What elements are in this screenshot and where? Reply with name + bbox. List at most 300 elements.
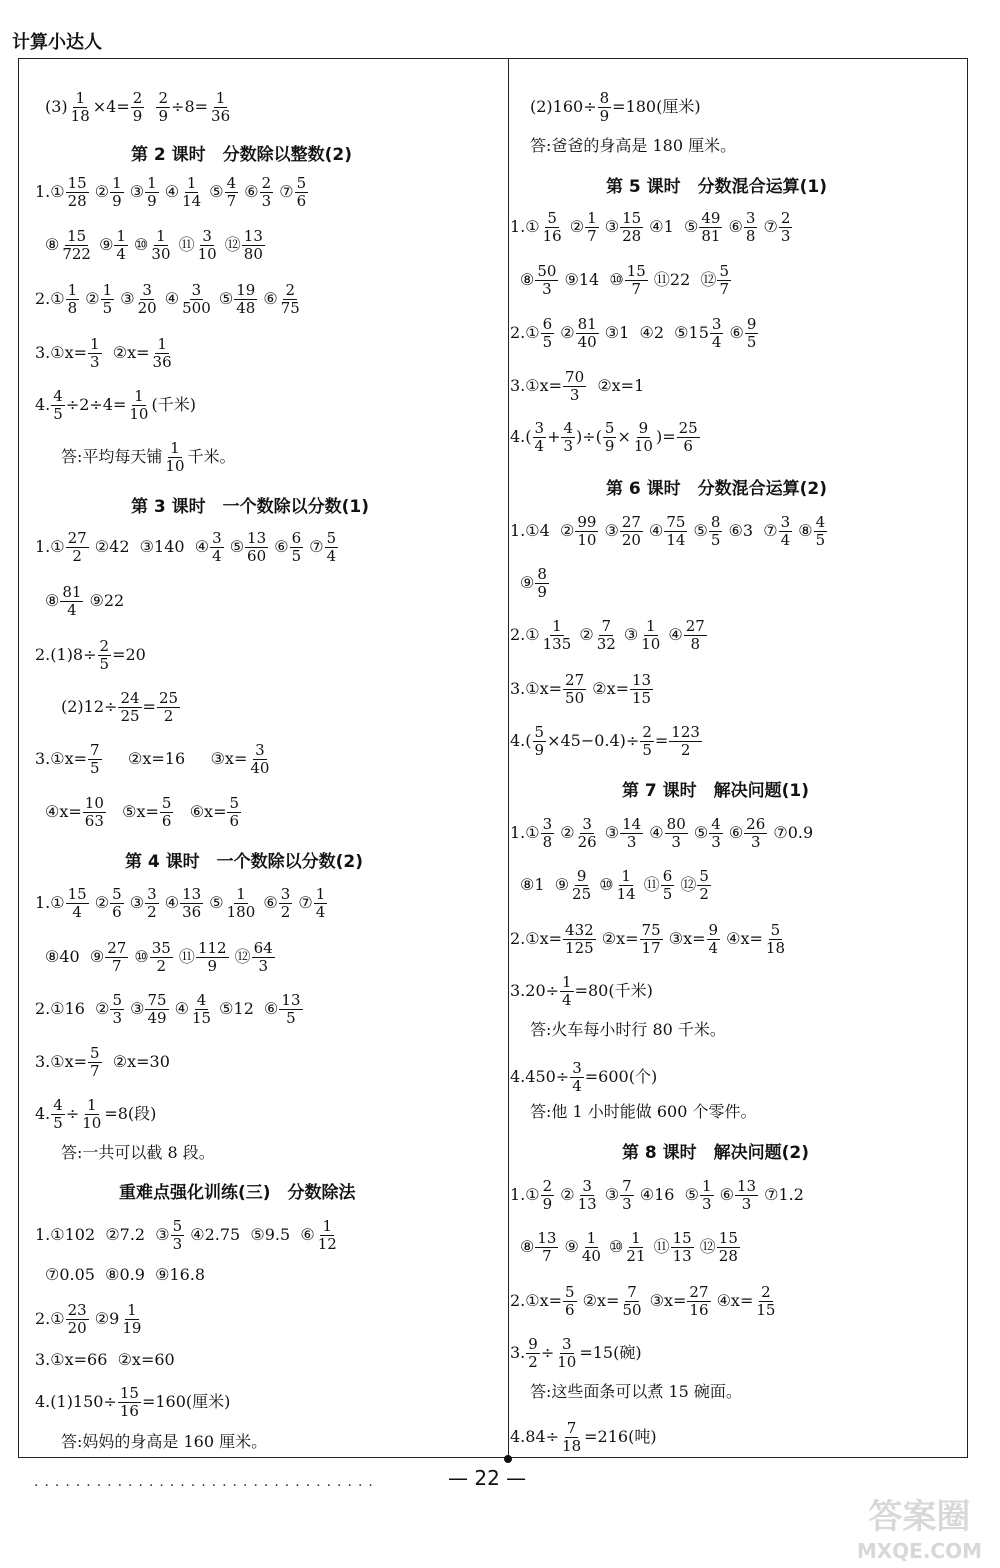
text-segment: ③x= <box>663 929 706 948</box>
fraction-numerator: 1 <box>90 335 100 353</box>
text-segment: 3.①x=66 ②x=60 <box>35 1350 175 1369</box>
fraction-numerator: 2 <box>761 1283 771 1301</box>
fraction-numerator: 2 <box>99 637 110 655</box>
fraction-numerator: 3 <box>212 529 222 547</box>
fraction <box>88 742 102 777</box>
fraction <box>684 618 707 653</box>
fraction-denominator: 5 <box>102 299 113 317</box>
answer-line <box>35 992 304 1027</box>
fraction-numerator: 81 <box>62 583 82 601</box>
fraction-denominator: 5 <box>99 655 110 673</box>
fraction-denominator: 135 <box>542 635 572 653</box>
fraction-denominator: 17 <box>641 939 661 957</box>
fraction <box>245 530 268 565</box>
fraction <box>248 742 271 777</box>
fraction-numerator: 3 <box>255 741 265 759</box>
fraction-denominator: 8 <box>745 227 756 245</box>
text-segment: ③ <box>599 217 620 236</box>
divider-dot <box>504 1455 512 1463</box>
fraction-denominator: 32 <box>596 635 616 653</box>
text-segment: (2)12÷ <box>61 697 118 716</box>
text-segment: ⑨ <box>559 1237 579 1256</box>
text-segment: 千米。 <box>187 447 236 466</box>
text-segment: 4.(1)150÷ <box>35 1392 117 1411</box>
text-segment: 1.①102 ②7.2 ③ <box>35 1225 170 1244</box>
section-title: 第 8 课时 解决问题(2) <box>622 1143 810 1163</box>
fraction-denominator: 9 <box>534 741 545 759</box>
fraction-numerator: 27 <box>621 513 641 531</box>
text-segment: 2.① <box>35 289 65 308</box>
fraction <box>640 922 663 957</box>
text-segment: ⑨ <box>93 235 114 254</box>
text-segment: 1.① <box>35 893 65 912</box>
fraction-denominator: 500 <box>182 299 211 317</box>
fraction <box>69 90 92 125</box>
text-segment: 答:火车每小时行 80 千米。 <box>530 1020 726 1039</box>
fraction <box>603 420 617 455</box>
text-segment: ⑧ <box>520 270 535 289</box>
fraction-numerator: 1 <box>322 1217 333 1235</box>
fraction <box>576 816 599 851</box>
fraction-numerator: 9 <box>576 867 587 885</box>
text-segment: ②x= <box>102 343 150 362</box>
text-segment: ④ <box>643 521 664 540</box>
fraction <box>598 90 612 125</box>
answer-line <box>45 228 266 263</box>
text-segment: ⑫ <box>229 947 251 966</box>
text-segment: ⑥ <box>258 893 278 912</box>
text-segment: ⑧1 ⑨ <box>520 875 570 894</box>
fraction <box>151 336 174 371</box>
text-segment: 答:一共可以截 8 段。 <box>61 1143 215 1162</box>
answer-line <box>510 618 708 653</box>
fraction <box>51 388 65 423</box>
fraction-denominator: 8 <box>67 299 78 317</box>
fraction-denominator: 4 <box>572 1077 582 1095</box>
fraction <box>533 420 547 455</box>
answer-line <box>61 440 236 475</box>
fraction-denominator: 25 <box>572 885 592 903</box>
fraction <box>314 886 328 921</box>
answer-line <box>510 1178 804 1213</box>
answer-line <box>520 566 550 601</box>
fraction-denominator: 28 <box>718 1247 738 1265</box>
fraction-denominator: 9 <box>542 1195 553 1213</box>
fraction-denominator: 9 <box>207 957 218 975</box>
text-segment: ⑫ <box>675 875 697 894</box>
fraction <box>697 868 711 903</box>
fraction <box>118 690 141 725</box>
text-segment: ② <box>574 625 594 644</box>
answer-line <box>45 584 124 619</box>
text-segment: ④ <box>159 289 180 308</box>
fraction-denominator: 5 <box>53 405 63 423</box>
fraction <box>51 1097 65 1132</box>
text-segment: ⑤ <box>224 537 245 556</box>
fraction-denominator: 36 <box>152 353 172 371</box>
answer-line <box>510 1336 642 1371</box>
answer-line <box>530 1382 742 1402</box>
fraction-numerator: 8 <box>599 89 610 107</box>
section-title: 第 3 课时 一个数除以分数(1) <box>131 497 370 517</box>
fraction <box>671 1230 694 1265</box>
fraction-denominator: 3 <box>750 833 761 851</box>
fraction-denominator: 75 <box>280 299 300 317</box>
answer-line <box>35 282 303 317</box>
fraction-denominator: 2 <box>680 741 691 759</box>
fraction-denominator: 4 <box>116 245 126 263</box>
fraction <box>709 514 723 549</box>
text-segment: 4. <box>35 1104 51 1123</box>
fraction-numerator: 15 <box>67 227 87 245</box>
fraction-numerator: 27 <box>689 1283 709 1301</box>
fraction <box>563 672 586 707</box>
fraction <box>66 886 89 921</box>
fraction-denominator: 3 <box>569 386 580 404</box>
fraction-numerator: 1 <box>112 174 122 192</box>
fraction-denominator: 3 <box>622 1195 632 1213</box>
fraction-denominator: 20 <box>621 531 641 549</box>
fraction <box>149 228 172 263</box>
fraction <box>563 369 586 404</box>
fraction <box>279 886 293 921</box>
text-segment: ③ <box>115 289 135 308</box>
fraction-numerator: 2 <box>542 1177 553 1195</box>
text-segment: ⑧ <box>793 521 813 540</box>
text-segment: 4.84÷ <box>510 1427 560 1446</box>
fraction-numerator: 1 <box>127 1301 137 1319</box>
fraction <box>620 1178 634 1213</box>
text-segment: 3.①x= <box>35 343 88 362</box>
text-segment: ② <box>564 217 585 236</box>
fraction-numerator: 5 <box>161 794 172 812</box>
fraction-denominator: 722 <box>62 245 91 263</box>
text-segment: ⑦ <box>274 182 294 201</box>
text-segment: =8(段) <box>104 1104 157 1123</box>
fraction <box>83 795 106 830</box>
fraction-numerator: 1 <box>116 227 126 245</box>
text-segment: ⑥ <box>258 289 278 308</box>
text-segment: 1.①4 ② <box>510 521 575 540</box>
fraction <box>252 940 275 975</box>
fraction-numerator: 3 <box>542 815 553 833</box>
text-segment: ⑧ <box>45 591 60 610</box>
text-segment: )÷( <box>576 427 602 446</box>
fraction-denominator: 28 <box>622 227 642 245</box>
fraction-denominator: 5 <box>90 759 100 777</box>
text-segment: 4.( <box>510 731 532 750</box>
text-segment: (千米) <box>151 395 196 414</box>
text-segment: 答:爸爸的身高是 180 厘米。 <box>530 136 737 155</box>
fraction-denominator: 50 <box>622 1301 642 1319</box>
text-segment: ⑥ <box>239 182 259 201</box>
text-segment: ④2.75 ⑤9.5 ⑥ <box>185 1225 315 1244</box>
fraction <box>664 514 687 549</box>
fraction-denominator: 8 <box>690 635 701 653</box>
fraction <box>110 175 124 210</box>
text-segment: ④16 ⑤ <box>634 1185 699 1204</box>
fraction-denominator: 36 <box>211 107 231 125</box>
fraction-numerator: 13 <box>182 885 202 903</box>
fraction-denominator: 3 <box>112 1009 123 1027</box>
fraction-numerator: 3 <box>582 1177 592 1195</box>
fraction <box>88 1045 102 1080</box>
answer-line <box>35 175 309 210</box>
text-segment: ⑤12 ⑥ <box>214 999 279 1018</box>
fraction-denominator: 15 <box>192 1009 212 1027</box>
fraction <box>145 886 159 921</box>
fraction-denominator: 6 <box>112 903 122 921</box>
text-segment: ⑪ <box>173 947 195 966</box>
answer-line <box>45 940 276 975</box>
answer-line <box>35 336 175 371</box>
fraction <box>163 440 186 475</box>
fraction-numerator: 1 <box>701 1177 712 1195</box>
fraction-denominator: 4 <box>562 991 572 1009</box>
fraction-numerator: 4 <box>53 1096 63 1114</box>
fraction-denominator: 36 <box>182 903 202 921</box>
fraction-numerator: 35 <box>151 939 171 957</box>
fraction <box>234 282 257 317</box>
fraction-numerator: 23 <box>67 1301 87 1319</box>
text-segment: 3.①x= <box>510 679 563 698</box>
fraction-numerator: 1 <box>586 1229 597 1247</box>
section-title: 第 7 课时 解决问题(1) <box>622 781 810 801</box>
fraction-numerator: 4 <box>563 419 574 437</box>
fraction <box>225 175 239 210</box>
fraction <box>227 795 241 830</box>
fraction-numerator: 112 <box>197 939 227 957</box>
text-segment: 3.①x= <box>510 376 563 395</box>
dotted-footer-line: ································· <box>34 1478 379 1494</box>
answer-line <box>35 530 339 565</box>
fraction-denominator: 28 <box>67 192 87 210</box>
fraction <box>110 992 124 1027</box>
fraction-denominator: 10 <box>129 405 149 423</box>
fraction-numerator: 64 <box>253 939 273 957</box>
fraction-denominator: 10 <box>557 1353 577 1371</box>
text-segment: ×4= <box>92 97 130 116</box>
fraction-numerator: 5 <box>534 723 545 741</box>
text-segment: 3. <box>510 1343 526 1362</box>
text-segment: ⑥x= <box>174 802 227 821</box>
text-segment: ③ <box>599 1185 620 1204</box>
fraction-denominator: 5 <box>286 1009 296 1027</box>
fraction-numerator: 1 <box>147 174 157 192</box>
fraction-numerator: 15 <box>67 174 87 192</box>
text-segment: (2)160÷ <box>530 97 597 116</box>
fraction-denominator: 10 <box>165 457 185 475</box>
fraction-denominator: 10 <box>82 1114 102 1132</box>
fraction-numerator: 4 <box>711 815 721 833</box>
fraction-numerator: 5 <box>172 1217 183 1235</box>
text-segment: 2.① <box>510 323 540 342</box>
answer-line <box>510 1420 657 1455</box>
fraction <box>735 1178 758 1213</box>
fraction-numerator: 1 <box>102 281 113 299</box>
fraction-denominator: 20 <box>137 299 157 317</box>
fraction-denominator: 19 <box>122 1319 142 1337</box>
fraction-denominator: 4 <box>72 903 82 921</box>
text-segment: ④x= <box>45 802 82 821</box>
answer-line <box>35 1385 230 1420</box>
fraction-denominator: 7 <box>719 280 730 298</box>
fraction <box>157 690 180 725</box>
fraction-numerator: 13 <box>736 1177 757 1195</box>
text-segment: × <box>617 427 631 446</box>
fraction <box>145 175 159 210</box>
text-segment: ÷2÷4= <box>65 395 127 414</box>
text-segment: ③ <box>124 893 145 912</box>
fraction <box>630 672 653 707</box>
fraction-numerator: 7 <box>622 1177 632 1195</box>
text-segment: ② <box>555 823 575 842</box>
fraction <box>640 724 654 759</box>
fraction-numerator: 1 <box>562 973 572 991</box>
fraction-denominator: 2 <box>147 903 157 921</box>
fraction-denominator: 4 <box>534 437 545 455</box>
fraction <box>699 210 722 245</box>
fraction <box>66 530 89 565</box>
fraction-denominator: 9 <box>158 107 169 125</box>
fraction-denominator: 80 <box>243 245 263 263</box>
fraction-numerator: 2 <box>132 89 143 107</box>
text-segment: ③ <box>124 182 145 201</box>
watermark-sub: MXQE.COM <box>856 1539 982 1563</box>
answer-line <box>61 690 181 725</box>
section-title: 重难点强化训练(三) 分数除法 <box>119 1183 356 1203</box>
fraction <box>575 514 598 549</box>
answer-line <box>35 1045 170 1080</box>
text-segment <box>145 97 155 116</box>
fraction-numerator: 1 <box>587 209 597 227</box>
text-segment: ③ <box>599 521 619 540</box>
fraction-numerator: 13 <box>243 227 263 245</box>
text-segment: ⑤ <box>213 289 234 308</box>
fraction-denominator: 3 <box>626 833 637 851</box>
fraction-denominator: 4 <box>708 939 719 957</box>
fraction <box>80 1097 103 1132</box>
answer-line <box>520 263 732 298</box>
text-segment: =160(厘米) <box>141 1392 231 1411</box>
fraction-numerator: 19 <box>236 281 256 299</box>
fraction-denominator: 16 <box>542 227 562 245</box>
fraction <box>210 530 224 565</box>
text-segment: ÷8= <box>171 97 209 116</box>
fraction-denominator: 50 <box>565 689 585 707</box>
fraction-denominator: 14 <box>182 192 202 210</box>
text-segment: ⑧ <box>520 1237 535 1256</box>
text-segment: ⑤ <box>204 182 224 201</box>
fraction-numerator: 432 <box>565 921 594 939</box>
text-segment: 1.① <box>510 1185 540 1204</box>
text-segment: ⑦ <box>304 537 324 556</box>
fraction-denominator: 7 <box>587 227 597 245</box>
fraction-numerator: 5 <box>296 174 307 192</box>
fraction-denominator: 3 <box>563 437 574 455</box>
fraction-denominator: 6 <box>229 812 240 830</box>
fraction-denominator: 15 <box>756 1301 776 1319</box>
fraction-numerator: 81 <box>577 315 597 333</box>
fraction-denominator: 5 <box>746 333 757 351</box>
fraction-numerator: 5 <box>229 794 240 812</box>
fraction <box>563 1284 577 1319</box>
fraction-denominator: 7 <box>631 280 642 298</box>
text-segment: ⑩ <box>128 235 149 254</box>
text-segment: ⑪ <box>638 875 660 894</box>
text-segment: ②x=1 <box>587 376 645 395</box>
fraction-numerator: 26 <box>746 815 766 833</box>
fraction-numerator: 2 <box>642 723 652 741</box>
fraction <box>779 514 793 549</box>
text-segment: ②x=30 <box>102 1052 170 1071</box>
fraction <box>316 1218 339 1253</box>
text-segment: ⑥ <box>723 823 744 842</box>
text-segment: 3.20÷ <box>510 981 560 1000</box>
text-segment: ⑦0.9 <box>768 823 814 842</box>
answer-line <box>510 369 644 404</box>
text-segment: ④ <box>663 625 683 644</box>
text-segment: =20 <box>112 645 146 664</box>
fraction-denominator: 7 <box>542 1247 552 1265</box>
fraction <box>196 228 219 263</box>
fraction-denominator: 14 <box>666 531 686 549</box>
fraction <box>533 724 547 759</box>
fraction-denominator: 3 <box>671 833 681 851</box>
fraction-denominator: 5 <box>815 531 826 549</box>
section-title: 第 4 课时 一个数除以分数(2) <box>125 852 364 872</box>
fraction <box>88 336 102 371</box>
fraction-denominator: 10 <box>197 245 217 263</box>
fraction-numerator: 3 <box>202 227 212 245</box>
text-segment: ÷ <box>540 1343 555 1362</box>
fraction-denominator: 3 <box>711 833 721 851</box>
fraction-denominator: 2 <box>156 957 167 975</box>
text-segment: ④ <box>159 182 180 201</box>
fraction-numerator: 3 <box>142 281 152 299</box>
fraction <box>541 210 564 245</box>
fraction <box>561 420 575 455</box>
fraction <box>156 90 170 125</box>
answer-line <box>510 210 793 245</box>
fraction-denominator: 26 <box>577 833 597 851</box>
fraction-denominator: 10 <box>633 437 653 455</box>
fraction <box>576 316 599 351</box>
fraction-denominator: 5 <box>53 1114 63 1132</box>
fraction-numerator: 1 <box>621 867 631 885</box>
fraction <box>625 263 648 298</box>
fraction-numerator: 1 <box>86 1096 97 1114</box>
fraction-denominator: 21 <box>626 1247 646 1265</box>
text-segment: ③ <box>125 999 145 1018</box>
fraction-numerator: 3 <box>280 885 291 903</box>
fraction-numerator: 123 <box>671 723 700 741</box>
text-segment: 1.① <box>510 823 540 842</box>
fraction-denominator: 25 <box>120 707 140 725</box>
text-segment: ⑪22 ⑫ <box>648 270 717 289</box>
fraction-denominator: 125 <box>565 939 594 957</box>
fraction <box>105 940 128 975</box>
answer-line <box>61 1143 215 1163</box>
fraction <box>541 618 574 653</box>
text-segment: ⑨14 ⑩ <box>559 270 624 289</box>
text-segment: 答:妈妈的身高是 160 厘米。 <box>61 1432 268 1451</box>
fraction-numerator: 1 <box>236 885 246 903</box>
text-segment: = <box>142 697 156 716</box>
fraction-denominator: 2 <box>72 547 82 565</box>
fraction-numerator: 80 <box>666 815 686 833</box>
text-segment: ⑥ <box>714 1185 734 1204</box>
